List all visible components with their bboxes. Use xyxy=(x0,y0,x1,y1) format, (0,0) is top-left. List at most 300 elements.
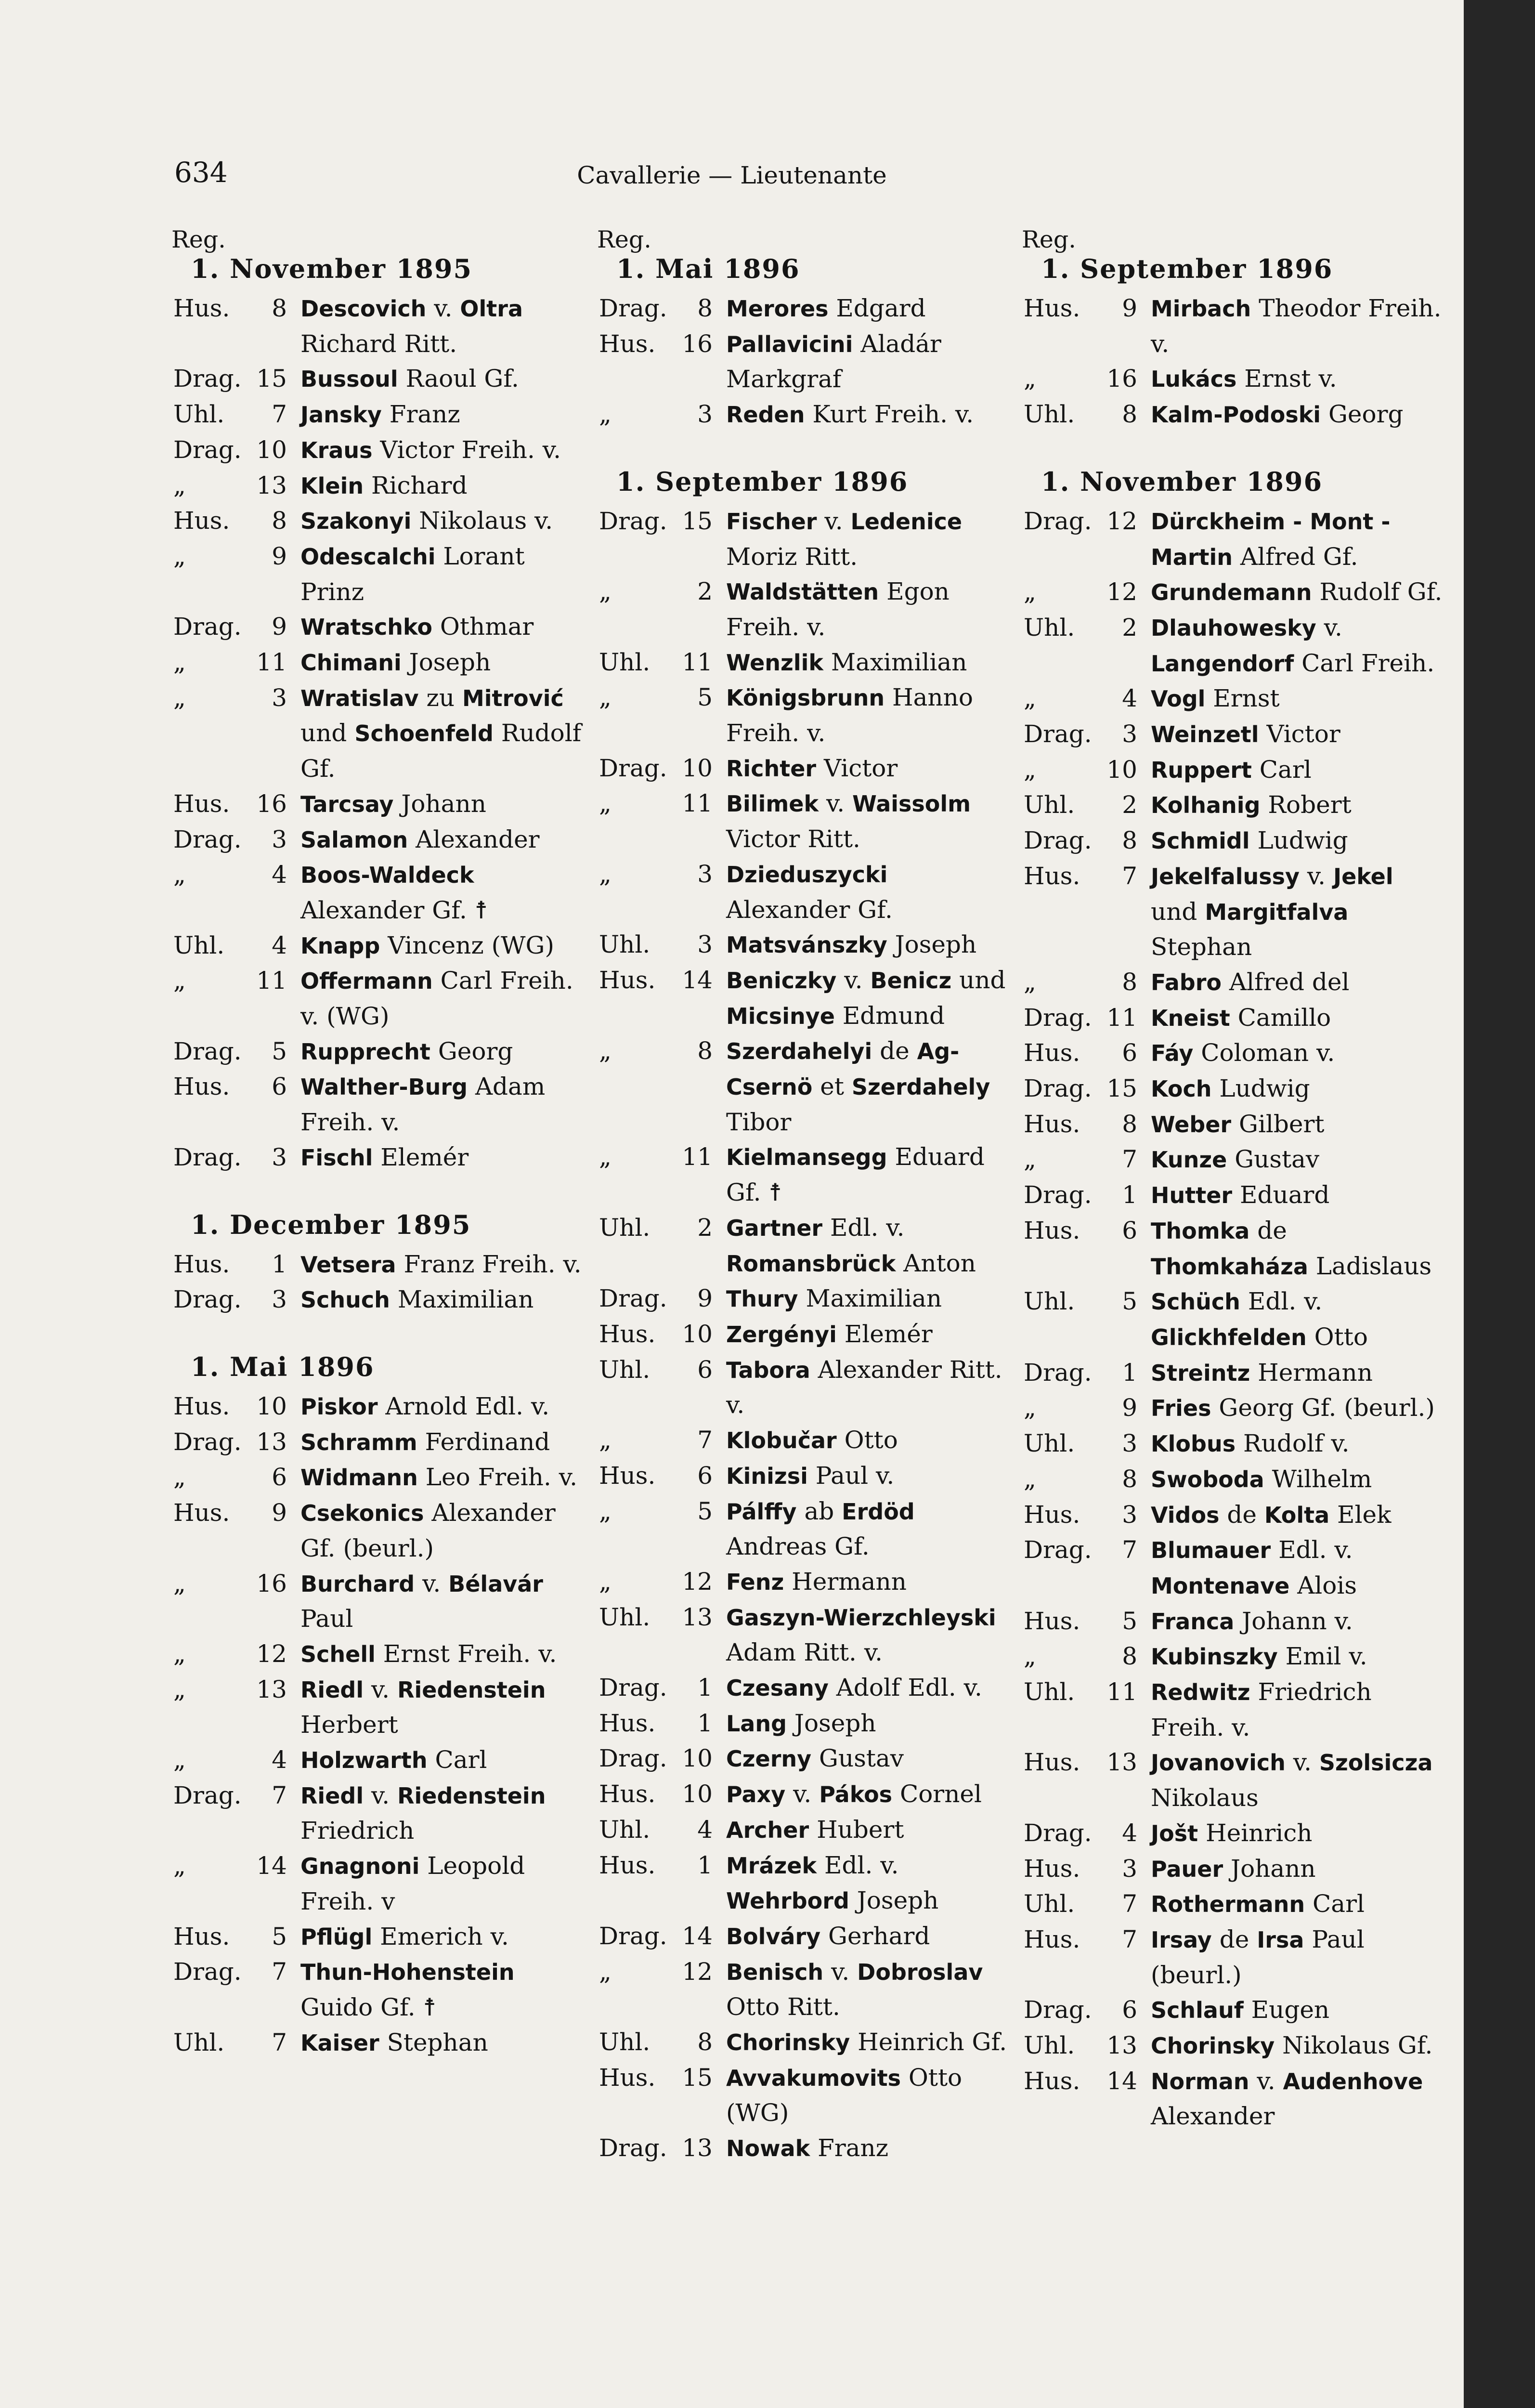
officer-name xyxy=(1151,823,1445,859)
name-regular: Emerich v. xyxy=(372,1922,509,1950)
officer-name xyxy=(300,1848,585,1919)
regiment-type: Hus. xyxy=(1024,1925,1080,1953)
name-regular: Anton xyxy=(896,1249,976,1277)
regiment-number: 12 xyxy=(1106,507,1137,535)
regiment-number: 6 xyxy=(697,1461,713,1490)
name-regular: Georg xyxy=(430,1037,513,1065)
name-bold: Wratislav xyxy=(300,685,419,711)
officer-entry xyxy=(171,468,585,504)
regiment-type: Drag. xyxy=(1024,1536,1092,1564)
officer-name xyxy=(1151,1886,1445,1922)
regiment-type: „ xyxy=(599,1497,611,1525)
name-bold: Matsvánszky xyxy=(726,932,887,958)
name-regular: und xyxy=(951,966,1006,994)
name-regular: Carl xyxy=(1251,755,1312,784)
name-regular: Carl Freih. v. (WG) xyxy=(300,967,573,1031)
name-bold: Fáy xyxy=(1151,1040,1194,1067)
name-bold: Bilimek xyxy=(726,791,819,817)
page-header xyxy=(0,153,1464,196)
name-bold: Richter xyxy=(726,755,817,782)
name-bold: Kubinszky xyxy=(1151,1644,1278,1670)
regiment-type: Hus. xyxy=(1024,1110,1080,1138)
regiment-type: Hus. xyxy=(1024,1854,1080,1883)
regiment-number: 11 xyxy=(1106,1003,1137,1032)
name-regular: Othmar xyxy=(432,613,534,641)
officer-entry xyxy=(1022,1816,1445,1851)
name-bold: Descovich xyxy=(300,296,427,322)
officer-name xyxy=(300,681,585,786)
regiment-type: „ xyxy=(1024,578,1036,606)
regiment-type: Uhl. xyxy=(599,1815,650,1844)
name-regular: v. xyxy=(836,966,871,994)
officer-entry xyxy=(1022,1462,1445,1497)
regiment-type: Drag. xyxy=(1024,1003,1092,1032)
name-regular: Georg xyxy=(1321,400,1404,429)
officer-name xyxy=(726,857,1011,927)
reg-column-heading: Reg. xyxy=(171,226,226,253)
name-bold: Holzwarth xyxy=(300,1747,428,1774)
name-bold: Benisch xyxy=(726,1959,824,1985)
regiment-number: 7 xyxy=(272,1781,287,1809)
regiment-number: 13 xyxy=(1106,1748,1137,1777)
name-bold: Gaszyn-Wierzchleyski xyxy=(726,1604,996,1631)
regiment-type: Hus. xyxy=(1024,1748,1080,1777)
officer-entry xyxy=(597,1812,1011,1848)
name-bold: Pákos xyxy=(819,1781,893,1808)
name-regular: Franz xyxy=(381,400,460,429)
officer-entry xyxy=(171,1566,585,1636)
name-bold: Pallavicini xyxy=(726,331,853,357)
name-regular: Carl Freih. xyxy=(1294,649,1435,677)
name-regular: Heinrich xyxy=(1198,1819,1313,1847)
name-regular: Raoul Gf. xyxy=(398,365,519,393)
regiment-type: Drag. xyxy=(173,1427,242,1456)
officer-entry xyxy=(1022,1497,1445,1533)
officer-entry xyxy=(1022,859,1445,965)
regiment-number: 4 xyxy=(697,1815,713,1844)
officer-entry xyxy=(171,1460,585,1495)
officer-name xyxy=(300,1566,585,1636)
regiment-type: Uhl. xyxy=(1024,1678,1075,1706)
name-regular: Alexander xyxy=(408,825,540,853)
name-regular: Johann xyxy=(393,789,486,818)
name-regular: Victor xyxy=(816,754,898,782)
name-regular: und xyxy=(300,719,355,747)
officer-entry xyxy=(597,2131,1011,2166)
promotion-date-heading: 1. December 1895 xyxy=(191,1209,471,1240)
officer-name xyxy=(726,786,1011,856)
regiment-type: Uhl. xyxy=(599,2028,650,2056)
name-bold: Offermann xyxy=(300,968,433,995)
officer-name xyxy=(300,1778,585,1848)
name-bold: Rothermann xyxy=(1151,1891,1305,1918)
officer-name xyxy=(300,397,585,432)
regiment-number: 8 xyxy=(1122,400,1137,429)
name-bold: Szolsicza xyxy=(1319,1750,1433,1776)
regiment-type: „ xyxy=(1024,684,1036,713)
regiment-type: Uhl. xyxy=(599,1213,650,1242)
name-regular: Alfred Gf. xyxy=(1233,542,1358,571)
officer-name xyxy=(726,1281,1011,1317)
name-regular: Rudolf Gf. xyxy=(1312,578,1443,606)
scan-background-edge xyxy=(1464,0,1535,2408)
name-regular: Vincenz (WG) xyxy=(380,931,554,959)
regiment-type: Uhl. xyxy=(1024,1429,1075,1458)
name-bold: Klobučar xyxy=(726,1427,837,1454)
name-bold: Oltra xyxy=(460,296,523,322)
name-bold: Kolta xyxy=(1264,1502,1330,1528)
name-bold: Wenzlik xyxy=(726,649,823,676)
regiment-type: Drag. xyxy=(173,1037,242,1065)
name-bold: Fabro xyxy=(1151,969,1222,995)
name-regular: Adam Ritt. v. xyxy=(726,1638,883,1667)
officer-name xyxy=(300,1034,585,1070)
officer-entry xyxy=(1022,1992,1445,2028)
officer-entry xyxy=(1022,681,1445,717)
officer-entry xyxy=(1022,787,1445,823)
officer-entry xyxy=(597,857,1011,927)
regiment-type: Drag. xyxy=(1024,826,1092,855)
name-regular: Alois xyxy=(1289,1571,1357,1599)
name-bold: Hutter xyxy=(1151,1182,1233,1209)
name-bold: Dlauhowesky xyxy=(1151,615,1316,641)
officer-entry xyxy=(1022,1851,1445,1887)
regiment-number: 1 xyxy=(1122,1181,1137,1209)
name-regular: Alexander Ritt. v. xyxy=(726,1355,1002,1419)
name-bold: Mitrović xyxy=(462,685,564,711)
name-regular: Ludwig xyxy=(1249,826,1348,855)
name-regular: Ladislaus xyxy=(1308,1252,1432,1280)
officer-name xyxy=(1151,1675,1445,1745)
name-regular: ab xyxy=(796,1497,842,1525)
officer-name xyxy=(300,1389,585,1425)
regiment-number: 8 xyxy=(1122,1110,1137,1138)
regiment-type: Uhl. xyxy=(173,2028,225,2056)
officer-entry xyxy=(171,645,585,681)
name-bold: Schell xyxy=(300,1641,376,1667)
name-bold: Waldstätten xyxy=(726,579,879,605)
regiment-number: 12 xyxy=(256,1639,287,1668)
regiment-type: Drag. xyxy=(173,365,242,393)
officer-entry xyxy=(171,1495,585,1566)
regiment-number: 7 xyxy=(1122,1890,1137,1918)
officer-entry xyxy=(597,1777,1011,1812)
name-bold: Czerny xyxy=(726,1746,812,1772)
regiment-type: Uhl. xyxy=(1024,1890,1075,1918)
name-regular: Rudolf v. xyxy=(1236,1429,1350,1458)
regiment-number: 11 xyxy=(256,967,287,995)
regiment-number: 6 xyxy=(1122,1039,1137,1067)
name-bold: Klein xyxy=(300,472,364,499)
officer-entry xyxy=(597,786,1011,856)
regiment-type: Drag. xyxy=(599,754,667,782)
name-bold: Schmidl xyxy=(1151,828,1250,854)
column-2 xyxy=(597,222,1011,2166)
officer-entry xyxy=(171,609,585,645)
name-bold: Archer xyxy=(726,1817,809,1843)
name-bold: Csekonics xyxy=(300,1500,424,1527)
name-bold: Redwitz xyxy=(1151,1679,1250,1706)
regiment-number: 12 xyxy=(1106,578,1137,606)
name-bold: Kraus xyxy=(300,437,373,463)
regiment-number: 13 xyxy=(256,1675,287,1703)
name-bold: Thomkaháza xyxy=(1151,1253,1308,1280)
regiment-number: 7 xyxy=(1122,1925,1137,1953)
name-regular: Edgard xyxy=(828,294,926,322)
regiment-type: Hus. xyxy=(599,2063,656,2092)
name-regular: v. xyxy=(415,1569,449,1597)
officer-name xyxy=(1151,504,1445,575)
officer-entry xyxy=(597,1423,1011,1458)
regiment-type: „ xyxy=(599,789,611,818)
name-regular: Richard Ritt. xyxy=(300,329,457,358)
regiment-number: 5 xyxy=(697,1497,713,1525)
name-regular: v. xyxy=(1285,1748,1319,1777)
name-bold: Gartner xyxy=(726,1215,823,1241)
regiment-type: „ xyxy=(173,1569,186,1597)
regiment-type: „ xyxy=(1024,968,1036,996)
regiment-type: Uhl. xyxy=(1024,400,1075,429)
officer-name xyxy=(726,1848,1011,1919)
name-regular: v. xyxy=(426,294,460,322)
officer-entry xyxy=(171,291,585,361)
officer-name xyxy=(1151,859,1445,965)
officer-entry xyxy=(1022,1639,1445,1675)
name-regular: Kurt Freih. v. xyxy=(805,400,974,429)
section-gap xyxy=(597,432,1011,462)
name-regular: Gustav xyxy=(1227,1145,1320,1174)
regiment-type: Hus. xyxy=(173,1392,230,1420)
regiment-number: 4 xyxy=(1122,684,1137,713)
officer-name xyxy=(726,1741,1011,1777)
officer-entry xyxy=(597,1352,1011,1423)
name-regular: Ernst Freih. v. xyxy=(375,1639,557,1668)
name-bold: Walther-Burg xyxy=(300,1074,468,1100)
name-bold: Fischl xyxy=(300,1144,373,1171)
name-regular: Herbert xyxy=(300,1711,398,1739)
name-regular: Victor xyxy=(1259,720,1340,748)
officer-name xyxy=(300,609,585,645)
regiment-number: 3 xyxy=(272,1285,287,1314)
name-regular: v. xyxy=(785,1780,820,1808)
name-regular: Hermann xyxy=(784,1567,907,1596)
promotion-date-heading: 1. Mai 1896 xyxy=(616,253,800,284)
officer-name xyxy=(726,1352,1011,1423)
regiment-number: 3 xyxy=(697,860,713,888)
officer-name xyxy=(300,1247,585,1283)
name-bold: Bélavár xyxy=(448,1570,543,1597)
officer-entry xyxy=(597,1494,1011,1564)
section-gap xyxy=(171,1318,585,1348)
name-regular: zu xyxy=(418,683,462,712)
regiment-type: Hus. xyxy=(173,789,230,818)
regiment-number: 4 xyxy=(1122,1819,1137,1847)
name-regular: Friedrich xyxy=(300,1817,415,1845)
regiment-number: 6 xyxy=(697,1355,713,1384)
officer-entry xyxy=(1022,1675,1445,1745)
name-regular: Alexander Gf. ☨ xyxy=(300,896,488,924)
officer-name xyxy=(1151,575,1445,610)
name-bold: Lang xyxy=(726,1710,787,1737)
regiment-type: Hus. xyxy=(1024,1216,1080,1244)
name-regular: Alexander xyxy=(1151,2102,1275,2131)
officer-name xyxy=(300,928,585,964)
name-bold: Ledenice xyxy=(850,508,963,535)
name-regular: Leo Freih. v. xyxy=(417,1463,577,1492)
name-regular: Otto xyxy=(1306,1322,1368,1351)
regiment-type: Drag. xyxy=(173,435,242,464)
officer-entry xyxy=(1022,752,1445,788)
officer-entry xyxy=(1022,1071,1445,1107)
regiment-number: 7 xyxy=(272,1958,287,1986)
regiment-number: 15 xyxy=(682,2063,713,2092)
regiment-type: Drag. xyxy=(1024,1819,1092,1847)
regiment-number: 3 xyxy=(1122,1429,1137,1458)
officer-entry xyxy=(1022,2028,1445,2064)
officer-entry xyxy=(597,504,1011,574)
officer-name xyxy=(1151,1107,1445,1142)
regiment-number: 2 xyxy=(697,1213,713,1242)
regiment-type: Hus. xyxy=(599,1780,656,1808)
regiment-type: „ xyxy=(173,648,186,677)
regiment-type: Drag. xyxy=(599,2134,667,2162)
name-regular: v. xyxy=(364,1781,398,1809)
name-regular: Eugen xyxy=(1243,1996,1330,2024)
name-bold: Riedenstein xyxy=(397,1782,546,1809)
name-regular: Gilbert xyxy=(1231,1110,1325,1138)
name-bold: Glickhfelden xyxy=(1151,1324,1307,1350)
officer-entry xyxy=(597,680,1011,750)
officer-name xyxy=(300,291,585,361)
regiment-number: 13 xyxy=(682,1603,713,1631)
officer-entry xyxy=(171,786,585,822)
officer-name xyxy=(1151,2064,1445,2134)
regiment-type: „ xyxy=(173,1675,186,1703)
regiment-type: Hus. xyxy=(1024,862,1080,890)
regiment-number: 10 xyxy=(682,1780,713,1808)
name-bold: Romansbrück xyxy=(726,1250,896,1277)
name-bold: Klobus xyxy=(1151,1431,1236,1457)
officer-entry xyxy=(1022,504,1445,575)
officer-name xyxy=(1151,610,1445,681)
officer-entry xyxy=(1022,1142,1445,1178)
officer-entry xyxy=(1022,397,1445,432)
officer-name xyxy=(726,751,1011,786)
name-bold: Koch xyxy=(1151,1076,1212,1102)
regiment-type: „ xyxy=(1024,1394,1036,1422)
officer-entry xyxy=(597,2060,1011,2131)
officer-entry xyxy=(1022,575,1445,610)
name-bold: Mirbach xyxy=(1151,296,1251,322)
officer-name xyxy=(1151,1000,1445,1036)
name-bold: Benicz xyxy=(870,967,952,994)
officer-name xyxy=(726,1777,1011,1812)
officer-entry xyxy=(171,1778,585,1848)
officer-name xyxy=(300,539,585,609)
regiment-number: 1 xyxy=(697,1674,713,1702)
officer-entry xyxy=(1022,1355,1445,1391)
officer-entry xyxy=(597,751,1011,786)
officer-name xyxy=(726,1458,1011,1494)
name-bold: Odescalchi xyxy=(300,543,436,570)
officer-name xyxy=(1151,965,1445,1000)
regiment-type: „ xyxy=(599,1426,611,1454)
officer-entry xyxy=(1022,1426,1445,1462)
regiment-number: 12 xyxy=(682,1957,713,1986)
regiment-type: Hus. xyxy=(173,1922,230,1950)
regiment-type: Drag. xyxy=(173,1143,242,1171)
officer-name xyxy=(300,1636,585,1672)
regiment-number: 8 xyxy=(1122,826,1137,855)
officer-name xyxy=(726,1670,1011,1706)
regiment-number: 2 xyxy=(1122,791,1137,819)
regiment-type: „ xyxy=(173,861,186,889)
name-bold: Tarcsay xyxy=(300,791,394,817)
officer-entry xyxy=(1022,1035,1445,1071)
name-bold: Waissolm xyxy=(852,791,971,817)
name-bold: Bolváry xyxy=(726,1923,821,1950)
officer-entry xyxy=(1022,965,1445,1000)
officer-entry xyxy=(597,1564,1011,1600)
name-bold: Bussoul xyxy=(300,366,398,393)
name-bold: Grundemann xyxy=(1151,579,1312,606)
regiment-type: „ xyxy=(173,967,186,995)
regiment-type: Hus. xyxy=(599,1851,656,1879)
name-regular: und xyxy=(1151,897,1205,926)
regiment-number: 6 xyxy=(1122,1996,1137,2024)
officer-name xyxy=(726,504,1011,574)
regiment-type: „ xyxy=(599,1037,611,1065)
page-number: 634 xyxy=(174,156,228,189)
regiment-type: „ xyxy=(1024,365,1036,393)
name-regular: Franz xyxy=(810,2134,889,2162)
officer-entry xyxy=(171,928,585,964)
name-regular: Nikolaus v. xyxy=(411,507,553,535)
regiment-type: „ xyxy=(173,1463,186,1492)
name-regular: Aladár Markgraf xyxy=(726,329,941,393)
regiment-type: „ xyxy=(173,683,186,712)
name-bold: Norman xyxy=(1151,2068,1249,2094)
regiment-type: Uhl. xyxy=(599,648,650,676)
officer-name xyxy=(300,786,585,822)
officer-name xyxy=(1151,1178,1445,1213)
regiment-type: Uhl. xyxy=(173,400,225,429)
regiment-number: 9 xyxy=(272,542,287,570)
officer-entry xyxy=(597,1139,1011,1210)
officer-entry xyxy=(1022,823,1445,859)
officer-entry xyxy=(171,1247,585,1283)
name-bold: Paxy xyxy=(726,1781,786,1808)
regiment-number: 16 xyxy=(1106,365,1137,393)
regiment-number: 4 xyxy=(272,861,287,889)
name-bold: Merores xyxy=(726,296,829,322)
name-regular: Moriz Ritt. xyxy=(726,542,858,571)
officer-entry xyxy=(597,291,1011,327)
name-regular: Richard xyxy=(364,471,468,499)
officer-name xyxy=(726,1600,1011,1670)
regiment-number: 4 xyxy=(272,1746,287,1774)
officer-name xyxy=(300,1954,585,2025)
regiment-number: 8 xyxy=(697,2028,713,2056)
name-regular: Andreas Gf. xyxy=(726,1532,870,1561)
name-regular: Hubert xyxy=(809,1815,904,1844)
officer-entry xyxy=(597,1706,1011,1741)
regiment-type: Uhl. xyxy=(173,931,225,959)
name-bold: Szerdahelyi xyxy=(726,1038,872,1065)
name-bold: Weinzetl xyxy=(1151,721,1259,748)
name-regular: Rudolf Gf. xyxy=(300,719,582,783)
name-bold: Gnagnoni xyxy=(300,1853,420,1880)
